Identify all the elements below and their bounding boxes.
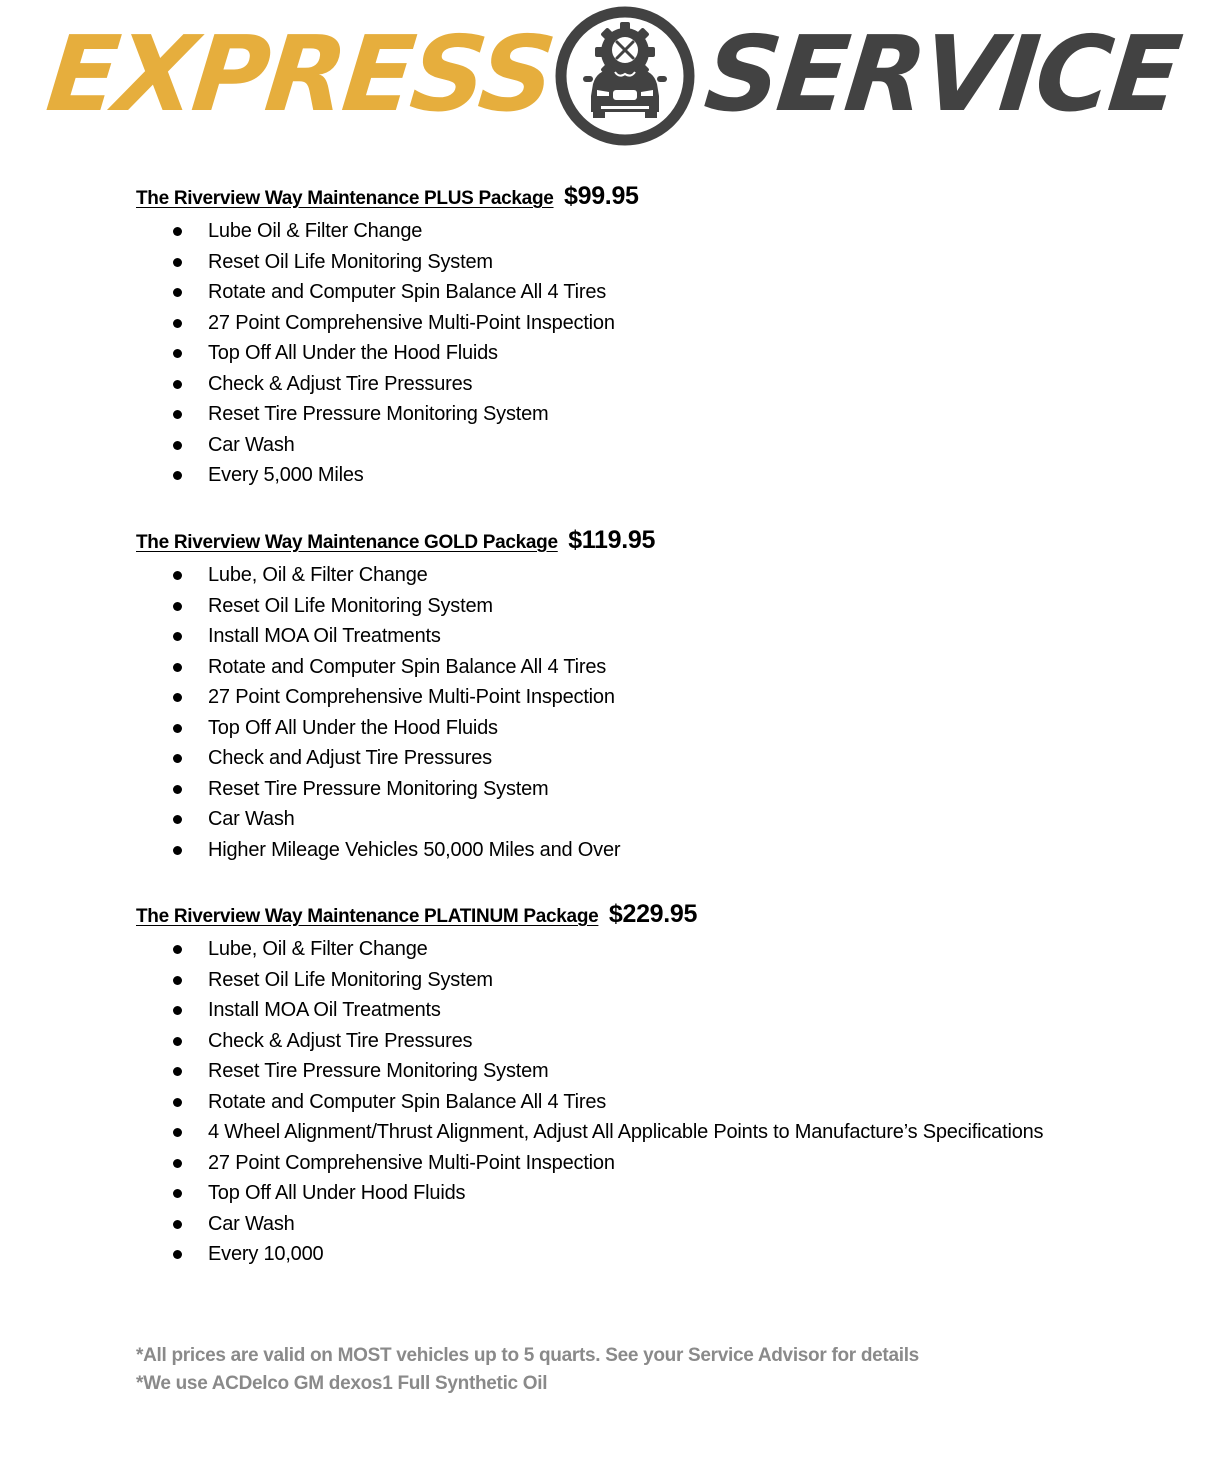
list-item: Rotate and Computer Spin Balance All 4 Tires (136, 1087, 1068, 1118)
header-logo (0, 0, 1208, 150)
bullet-icon (173, 632, 182, 641)
package-heading (136, 182, 1068, 216)
package-name: The Riverview Way Maintenance PLATINUM Package (136, 906, 599, 927)
bullet-icon (173, 1128, 182, 1137)
footnote-oil: *We use ACDelco GM dexos1 Full Synthetic Oil (136, 1373, 548, 1394)
bullet-icon (173, 1037, 182, 1046)
footnote-prices: *All prices are valid on MOST vehicles up to 5 quarts. See your Service Advisor for details (136, 1345, 919, 1366)
list-item: Car Wash (136, 430, 1068, 461)
footnotes (136, 1342, 919, 1398)
bullet-icon (173, 754, 182, 763)
bullet-icon (173, 227, 182, 236)
list-item: Check and Adjust Tire Pressures (136, 743, 1068, 774)
package-price: $229.95 (608, 900, 698, 928)
bullet-icon (173, 288, 182, 297)
bullet-icon (173, 693, 182, 702)
bullet-icon (173, 1006, 182, 1015)
list-item: Car Wash (136, 804, 1068, 835)
package-price: $119.95 (568, 526, 656, 554)
bullet-icon (173, 410, 182, 419)
package-items (136, 216, 1068, 491)
bullet-icon (173, 663, 182, 672)
list-item: Top Off All Under the Hood Fluids (136, 338, 1068, 369)
list-item: 4 Wheel Alignment/Thrust Alignment, Adjust All Applicable Points to Manufacture’s Specifications (136, 1117, 1068, 1148)
bullet-icon (173, 380, 182, 389)
bullet-icon (173, 571, 182, 580)
list-item: Top Off All Under Hood Fluids (136, 1178, 1068, 1209)
list-item: Reset Tire Pressure Monitoring System (136, 774, 1068, 805)
bullet-icon (173, 349, 182, 358)
package-items (136, 934, 1068, 1270)
list-item: Check & Adjust Tire Pressures (136, 369, 1068, 400)
package-name: The Riverview Way Maintenance PLUS Package (136, 188, 554, 209)
list-item: Rotate and Computer Spin Balance All 4 Tires (136, 652, 1068, 683)
bullet-icon (173, 1189, 182, 1198)
list-item: 27 Point Comprehensive Multi-Point Inspection (136, 1148, 1068, 1179)
list-item: Lube, Oil & Filter Change (136, 560, 1068, 591)
bullet-icon (173, 976, 182, 985)
bullet-icon (173, 815, 182, 824)
list-item: Reset Tire Pressure Monitoring System (136, 399, 1068, 430)
bullet-icon (173, 602, 182, 611)
package-name: The Riverview Way Maintenance GOLD Package (136, 532, 558, 553)
list-item: 27 Point Comprehensive Multi-Point Inspection (136, 682, 1068, 713)
package-heading (136, 900, 1068, 934)
bullet-icon (173, 1159, 182, 1168)
bullet-icon (173, 441, 182, 450)
bullet-icon (173, 1098, 182, 1107)
bullet-icon (173, 724, 182, 733)
bullet-icon (173, 258, 182, 267)
list-item: Lube, Oil & Filter Change (136, 934, 1068, 965)
list-item: Every 5,000 Miles (136, 460, 1068, 491)
bullet-icon (173, 1220, 182, 1229)
list-item: Higher Mileage Vehicles 50,000 Miles and Over (136, 835, 1068, 866)
list-item: Lube Oil & Filter Change (136, 216, 1068, 247)
bullet-icon (173, 1250, 182, 1259)
list-item: 27 Point Comprehensive Multi-Point Inspection (136, 308, 1068, 339)
list-item: Reset Oil Life Monitoring System (136, 591, 1068, 622)
list-item: Install MOA Oil Treatments (136, 995, 1068, 1026)
bullet-icon (173, 1067, 182, 1076)
logo-service-text: SERVICE (699, 13, 1184, 135)
package-heading (136, 526, 1068, 560)
list-item: Top Off All Under the Hood Fluids (136, 713, 1068, 744)
list-item: Car Wash (136, 1209, 1068, 1240)
bullet-icon (173, 846, 182, 855)
bullet-icon (173, 945, 182, 954)
list-item: Reset Oil Life Monitoring System (136, 965, 1068, 996)
package-platinum (136, 900, 1068, 1270)
bullet-icon (173, 785, 182, 794)
list-item: Reset Tire Pressure Monitoring System (136, 1056, 1068, 1087)
bullet-icon (173, 319, 182, 328)
package-plus (136, 182, 1068, 491)
package-gold (136, 526, 1068, 865)
package-price: $99.95 (563, 182, 639, 210)
list-item: Every 10,000 (136, 1239, 1068, 1270)
list-item: Rotate and Computer Spin Balance All 4 Tires (136, 277, 1068, 308)
list-item: Install MOA Oil Treatments (136, 621, 1068, 652)
bullet-icon (173, 471, 182, 480)
package-items (136, 560, 1068, 865)
logo-express-text: EXPRESS (41, 13, 559, 135)
list-item: Reset Oil Life Monitoring System (136, 247, 1068, 278)
car-gear-wrench-icon (553, 4, 697, 148)
list-item: Check & Adjust Tire Pressures (136, 1026, 1068, 1057)
